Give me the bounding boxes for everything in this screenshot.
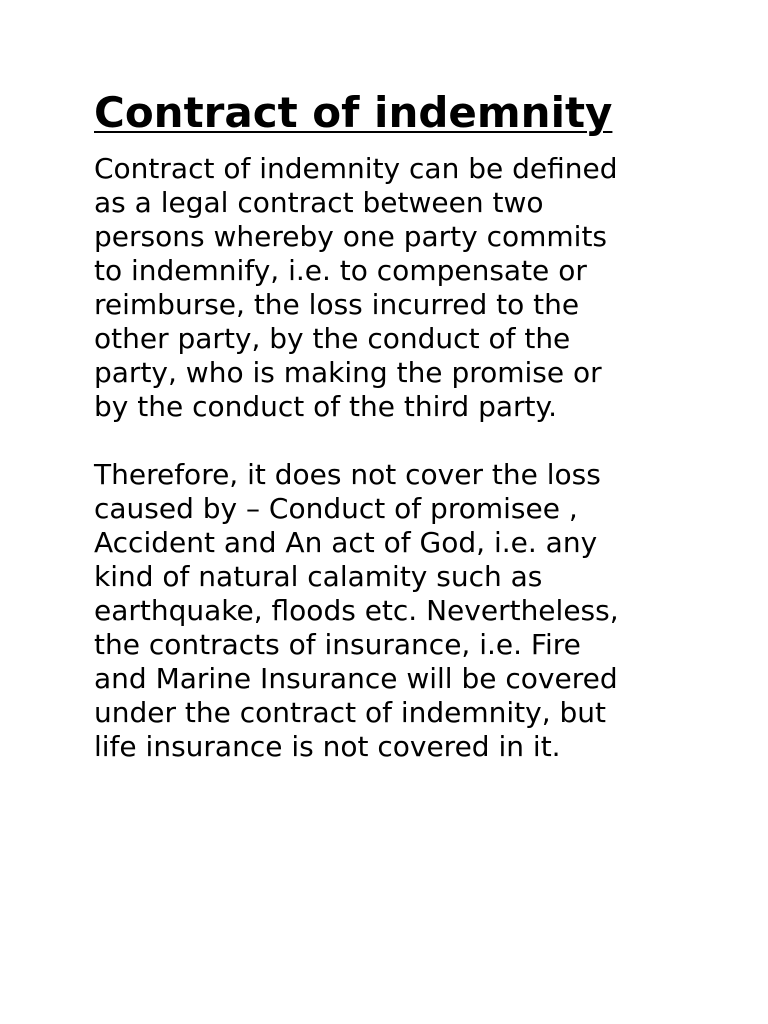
document-title: Contract of indemnity [94, 88, 613, 137]
paragraph-definition: Contract of indemnity can be defined as a legal contract between two persons whereby one party commits to indemnify, i.e. to compensate or reimburse, the loss incurred to the other party, by the conduct of the party, who is making the promise or by the conduct of the third party. [94, 152, 618, 423]
paragraph-coverage: Therefore, it does not cover the loss caused by – Conduct of promisee , Accident and An act of God, i.e. any kind of natural calamity such as earthquake, floods etc. Nevertheless, the contracts of insurance, i.e. Fire and Marine Insurance will be covered under the contract of indemnity, but life insurance is not covered in it. [94, 458, 619, 763]
document-body [94, 86, 694, 764]
